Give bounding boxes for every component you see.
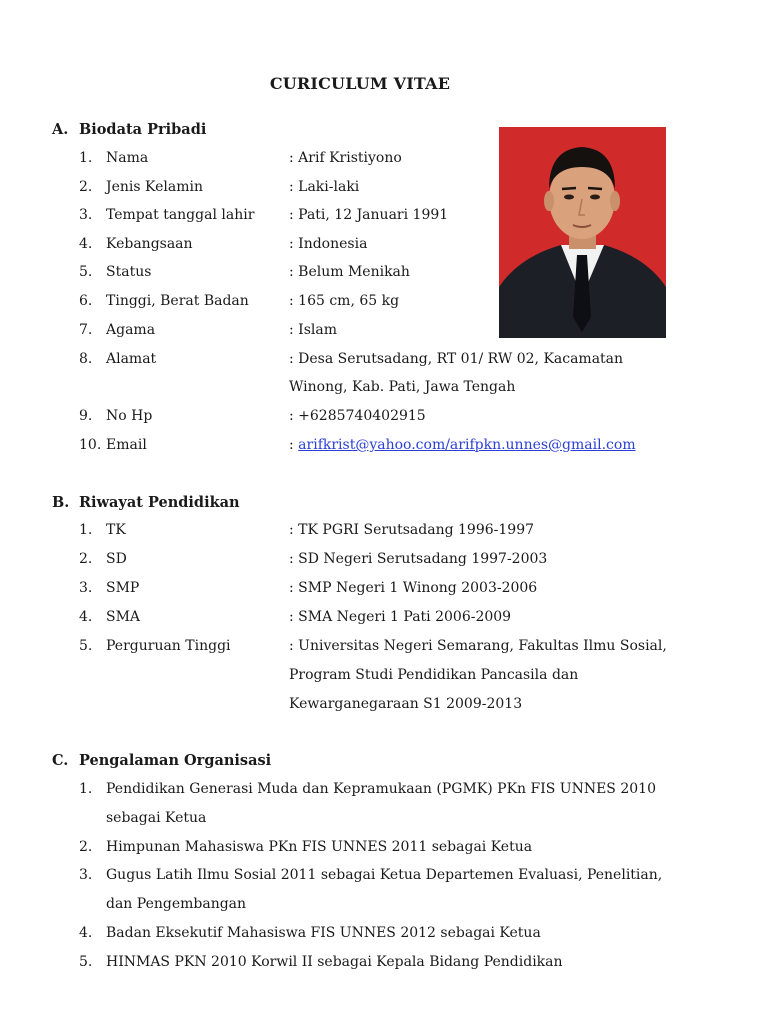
item-label: Kebangsaan [106,236,193,252]
item-number: 5. [79,638,93,654]
section-letter: A. [52,121,69,138]
item-number: 4. [79,236,93,252]
item-value: : Indonesia [289,236,368,252]
item-text-continued: sebagai Ketua [106,810,207,826]
item-value: : 165 cm, 65 kg [289,293,400,309]
item-number: 3. [79,580,93,596]
item-label: Nama [106,150,149,166]
value-prefix: : [289,437,299,453]
item-text: Gugus Latih Ilmu Sosial 2011 sebagai Ketua Departemen Evaluasi, Penelitian, [106,867,663,883]
item-label: Tempat tanggal lahir [106,207,255,223]
item-label: Email [106,437,147,453]
item-number: 1. [79,522,93,538]
item-number: 5. [79,954,93,970]
item-value: : Arif Kristiyono [289,150,402,166]
item-text: Badan Eksekutif Mahasiswa FIS UNNES 2012 sebagai Ketua [106,925,541,941]
item-value-continued: Winong, Kab. Pati, Jawa Tengah [289,379,516,395]
item-number: 4. [79,609,93,625]
section-title: Biodata Pribadi [79,121,207,138]
section-heading-pendidikan [52,494,240,511]
item-label: Jenis Kelamin [106,179,203,195]
item-value: : TK PGRI Serutsadang 1996-1997 [289,522,535,538]
item-label: Agama [106,322,156,338]
item-label: SMP [106,580,140,596]
item-value: : Islam [289,322,337,338]
item-number: 7. [79,322,93,338]
item-number: 5. [79,264,93,280]
section-heading-organisasi [52,752,271,769]
item-value: : SMA Negeri 1 Pati 2006-2009 [289,609,512,625]
item-value-continued: Program Studi Pendidikan Pancasila dan [289,667,579,683]
section-title: Riwayat Pendidikan [79,494,240,511]
item-number: 2. [79,551,93,567]
item-number: 1. [79,781,93,797]
item-label: Tinggi, Berat Badan [106,293,249,309]
item-label: Alamat [106,351,157,367]
item-number: 2. [79,839,93,855]
section-heading-biodata [52,121,206,138]
item-label: SMA [106,609,141,625]
item-value [289,437,636,453]
item-label: Perguruan Tinggi [106,638,231,654]
item-label: SD [106,551,127,567]
document-title: CURICULUM VITAE [269,74,451,93]
item-text: HINMAS PKN 2010 Korwil II sebagai Kepala Bidang Pendidikan [106,954,563,970]
item-value: : Laki-laki [289,179,360,195]
item-number: 9. [79,408,93,424]
item-number: 1. [79,150,93,166]
item-number: 2. [79,179,93,195]
profile-photo [499,127,666,338]
item-text-continued: dan Pengembangan [106,896,247,912]
item-number: 3. [79,867,93,883]
item-value: : Pati, 12 Januari 1991 [289,207,449,223]
item-value: : +6285740402915 [289,408,426,424]
item-number: 8. [79,351,93,367]
item-number: 6. [79,293,93,309]
section-letter: B. [52,494,70,511]
item-value: : SD Negeri Serutsadang 1997-2003 [289,551,548,567]
section-letter: C. [52,752,69,769]
item-value: : Belum Menikah [289,264,410,280]
item-value: : Universitas Negeri Semarang, Fakultas Ilmu Sosial, [289,638,667,654]
email-link[interactable]: arifkrist@yahoo.com/arifpkn.unnes@gmail.com [298,437,636,453]
item-label: Status [106,264,152,280]
item-number: 3. [79,207,93,223]
item-value-continued: Kewarganegaraan S1 2009-2013 [289,696,523,712]
item-number: 4. [79,925,93,941]
portrait-illustration [499,127,666,338]
item-label: No Hp [106,408,153,424]
item-text: Himpunan Mahasiswa PKn FIS UNNES 2011 sebagai Ketua [106,839,533,855]
item-label: TK [106,522,126,538]
section-title: Pengalaman Organisasi [79,752,272,769]
item-value: : SMP Negeri 1 Winong 2003-2006 [289,580,538,596]
item-text: Pendidikan Generasi Muda dan Kepramukaan (PGMK) PKn FIS UNNES 2010 [106,781,656,797]
item-value: : Desa Serutsadang, RT 01/ RW 02, Kacamatan [289,351,624,367]
item-number: 10. [79,437,102,453]
